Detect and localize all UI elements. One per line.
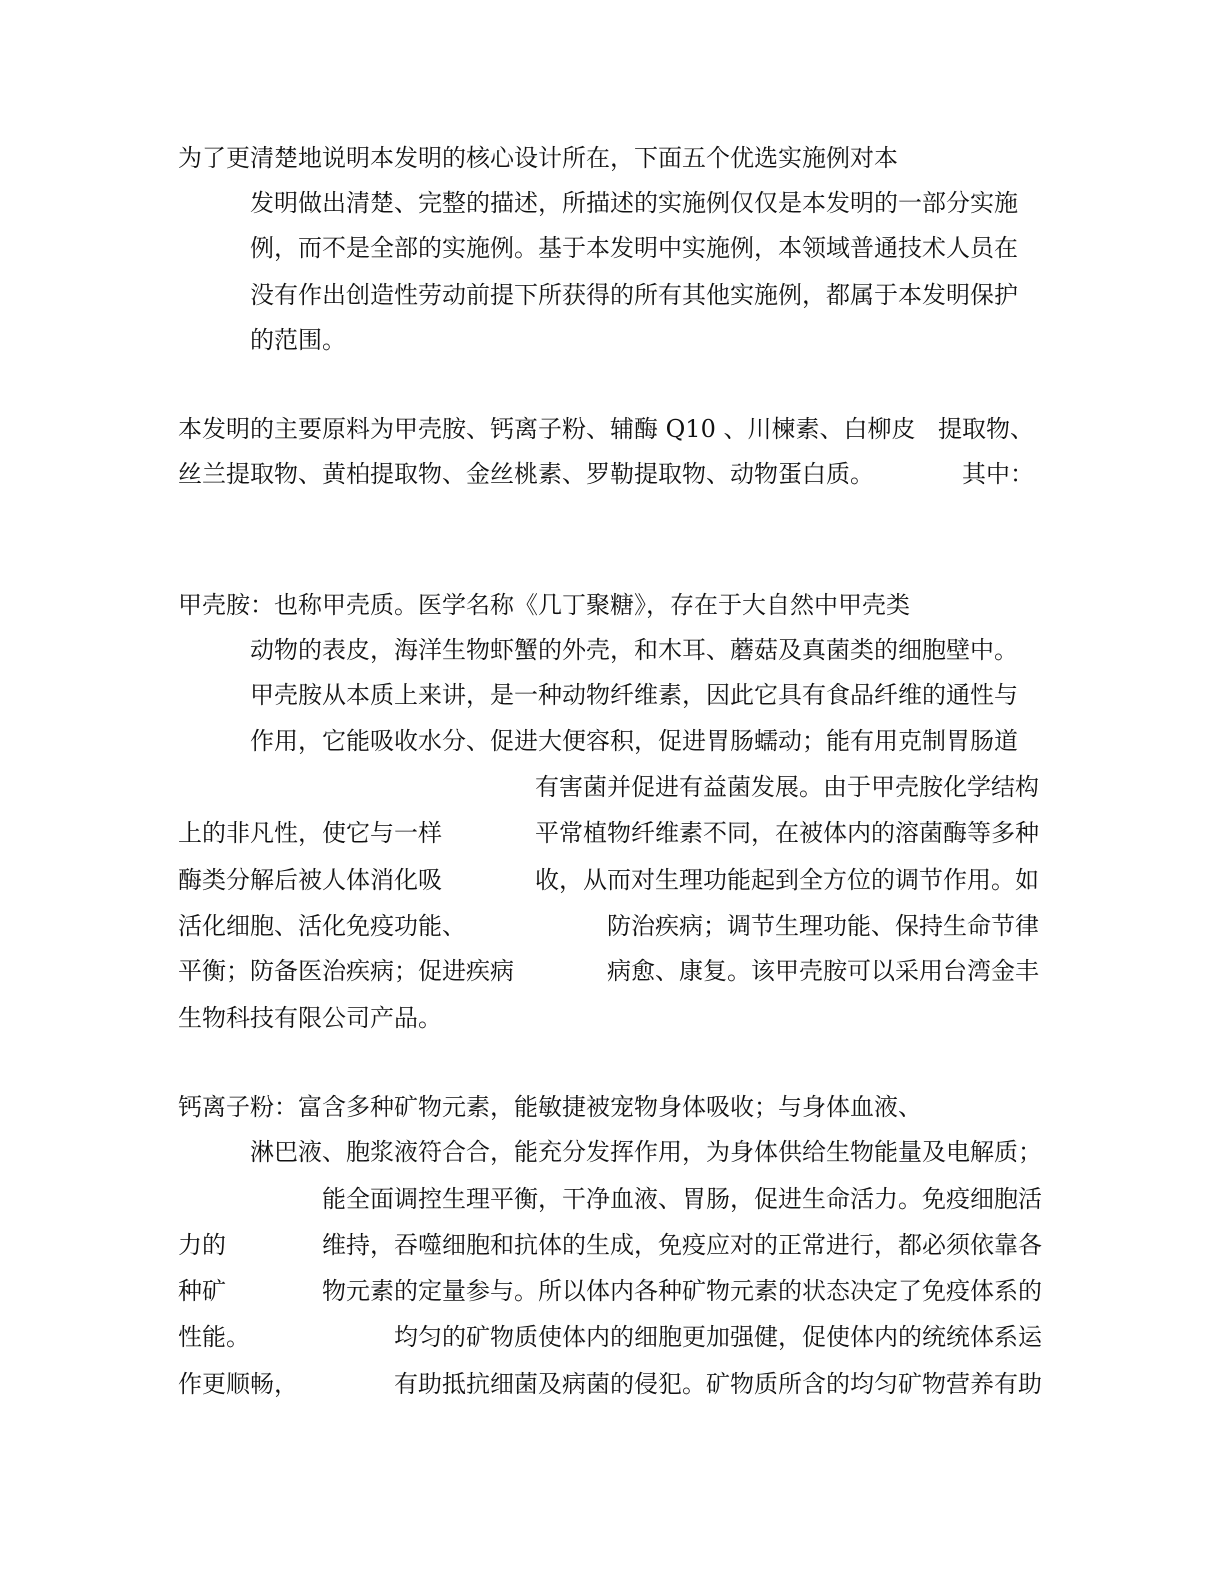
- chitosan-line-4: 作用，它能吸收水分、促进大便容积，促进胃肠蠕动；能有用克制胃肠道: [250, 727, 1018, 755]
- calcium-line-7b: 有助抵抗细菌及病菌的侵犯。矿物质所含的均匀矿物营养有助: [394, 1370, 1042, 1398]
- materials-line-2a: 丝兰提取物、黄柏提取物、金丝桃素、罗勒提取物、动物蛋白质。: [178, 460, 874, 488]
- chitosan-line-2: 动物的表皮，海洋生物虾蟹的外壳，和木耳、蘑菇及真菌类的细胞壁中。: [250, 636, 1018, 664]
- chitosan-line-7a: 酶类分解后被人体消化吸: [178, 866, 442, 894]
- intro-line-4: 没有作出创造性劳动前提下所获得的所有其他实施例，都属于本发明保护: [250, 281, 1018, 309]
- calcium-line-5b: 物元素的定量参与。所以体内各种矿物元素的状态决定了免疫体系的: [322, 1277, 1042, 1305]
- chitosan-line-7b: 收，从而对生理功能起到全方位的调节作用。如: [535, 866, 1039, 894]
- chitosan-line-6b: 平常植物纤维素不同，在被体内的溶菌酶等多种: [535, 819, 1039, 847]
- chitosan-line-8b: 防治疾病；调节生理功能、保持生命节律: [607, 912, 1039, 940]
- chitosan-line-3: 甲壳胺从本质上来讲，是一种动物纤维素，因此它具有食品纤维的通性与: [250, 681, 1018, 709]
- chitosan-line-9b: 病愈、康复。该甲壳胺可以采用台湾金丰: [607, 957, 1039, 985]
- intro-line-1: 为了更清楚地说明本发明的核心设计所在，下面五个优选实施例对本: [178, 144, 898, 172]
- chitosan-line-1: 甲壳胺：也称甲壳质。医学名称《几丁聚糖》，存在于大自然中甲壳类: [178, 591, 910, 619]
- calcium-line-4a: 力的: [178, 1231, 226, 1259]
- calcium-line-6b: 均匀的矿物质使体内的细胞更加强健，促使体内的统统体系运: [394, 1323, 1042, 1351]
- chitosan-line-10: 生物科技有限公司产品。: [178, 1004, 442, 1032]
- intro-line-5: 的范围。: [250, 326, 346, 354]
- calcium-line-6a: 性能。: [178, 1323, 250, 1351]
- chitosan-line-5: 有害菌并促进有益菌发展。由于甲壳胺化学结构: [535, 773, 1039, 801]
- materials-line-1b: 提取物、: [938, 415, 1034, 443]
- calcium-line-7a: 作更顺畅，: [178, 1370, 298, 1398]
- chitosan-line-9a: 平衡；防备医治疾病；促进疾病: [178, 957, 514, 985]
- calcium-line-4b: 维持，吞噬细胞和抗体的生成，免疫应对的正常进行，都必须依靠各: [322, 1231, 1042, 1259]
- chitosan-line-6a: 上的非凡性，使它与一样: [178, 819, 442, 847]
- intro-line-3: 例，而不是全部的实施例。基于本发明中实施例，本领域普通技术人员在: [250, 234, 1018, 262]
- calcium-line-5a: 种矿: [178, 1277, 226, 1305]
- calcium-line-3: 能全面调控生理平衡，干净血液、胃肠，促进生命活力。免疫细胞活: [322, 1185, 1042, 1213]
- materials-line-2b: 其中：: [962, 460, 1034, 488]
- chitosan-line-8a: 活化细胞、活化免疫功能、: [178, 912, 466, 940]
- calcium-line-2: 淋巴液、胞浆液符合合，能充分发挥作用，为身体供给生物能量及电解质；: [250, 1138, 1042, 1166]
- calcium-line-1: 钙离子粉：富含多种矿物元素，能敏捷被宠物身体吸收；与身体血液、: [178, 1093, 922, 1121]
- intro-line-2: 发明做出清楚、完整的描述，所描述的实施例仅仅是本发明的一部分实施: [250, 189, 1018, 217]
- materials-line-1a: 本发明的主要原料为甲壳胺、钙离子粉、辅酶 Q10 、川楝素、白柳皮: [178, 415, 916, 443]
